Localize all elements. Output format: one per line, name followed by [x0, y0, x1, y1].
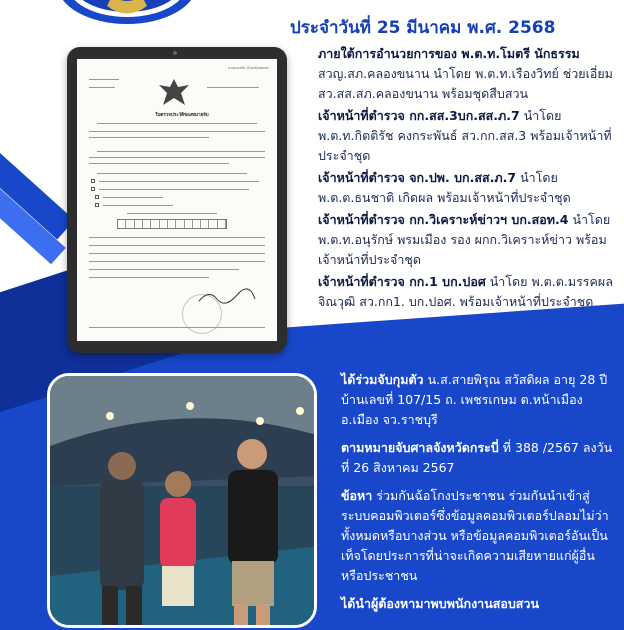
unit4-label: เจ้าหน้าที่ตำรวจ กก.1 บก.ปอศ	[318, 274, 486, 289]
signature	[197, 287, 257, 307]
arrest-text: น.ส.สายพิรุณ สวัสดิผล อายุ 28 ปี บ้านเลขที่ 107/15 ถ. เพชรเกษม ต.หน้าเมือง อ.เมือง จว.ราชบุรี	[341, 372, 608, 427]
command-label: ภายใต้การอำนวยการของ พ.ต.ท.โมตรี นักธรรม	[318, 46, 580, 61]
final-label: ได้นำผู้ต้องหามาพบพนักงานสอบสวน	[341, 596, 539, 611]
page-date-title: ประจำวันที่ 25 มีนาคม พ.ศ. 2568	[290, 18, 556, 38]
tablet-camera	[173, 51, 177, 55]
unit3-text: นำโดย พ.ต.ท.อนุรักษ์ พรมเมือง รอง ผกก.วิเคราะห์ข่าว พร้อมเจ้าหน้าที่ประจำชุด	[318, 212, 611, 267]
warrant-label: ตามหมายจับศาลจังหวัดกระบี่	[341, 440, 499, 455]
arrest-details	[341, 370, 617, 622]
unit2-label: เจ้าหน้าที่ตำรวจ จก.ปพ. บก.สส.ภ.7	[318, 170, 517, 185]
document-title: ใบตรวจประวัติของหมายจับ	[155, 113, 209, 118]
arrest-photo	[47, 373, 317, 628]
charge-label: ข้อหา	[341, 488, 373, 503]
charge-text: ร่วมกันฉ้อโกงประชาชน ร่วมกันนำเข้าสู่ระบบคอมพิวเตอร์ซึ่งข้อมูลคอมพิวเตอร์ปลอมไม่ว่าทั้งหมดหรือบางส่วน หรือข้อมูลคอมพิวเตอร์อันเป็นเท็จโดยประการที่น่าจะเกิดความเสียหายแก่ผู้อื่นหรือประชาชน	[341, 488, 609, 583]
id-number-grid	[117, 219, 227, 229]
police-seal-logo	[52, 0, 202, 26]
warrant-document	[77, 59, 277, 341]
unit3-label: เจ้าหน้าที่ตำรวจ กก.วิเคราะห์ข่าวฯ บก.สอท.4	[318, 212, 569, 227]
unit2-text: นำโดย พ.ต.ต.ธนชาติ เกิดผล พร้อมเจ้าหน้าที่ประจำชุด	[318, 170, 571, 205]
arrest-label: ได้ร่วมจับกุมตัว	[341, 372, 424, 387]
document-header: แบบกองกัน (ConScanner	[228, 66, 269, 70]
warrant-text: ที่ 388 /2567 ลงวันที่ 26 สิงหาคม 2567	[341, 440, 613, 475]
garuda-emblem-icon	[157, 77, 191, 107]
unit4-text: นำโดย พ.ต.ต.มรรคผล จิณวุฒิ สว.กก1. บก.ปอศ. พร้อมเจ้าหน้าที่ประจำชุด	[318, 274, 613, 309]
command-text: สวญ.สภ.คลองขนาน นำโดย พ.ต.ท.เรืองวิทย์ ช่วยเอี่ยม สว.สส.สภ.คลองขนาน พร้อมชุดสืบสวน	[318, 66, 613, 101]
tablet-device	[67, 47, 287, 353]
unit1-label: เจ้าหน้าที่ตำรวจ กก.สส.3บก.สส.ภ.7	[318, 108, 520, 123]
operation-details	[318, 44, 614, 314]
unit1-text: นำโดย พ.ต.ท.กิตติรัช คงกระพันธ์ สว.กก.สส.3 พร้อมเจ้าหน้าที่ประจำชุด	[318, 108, 612, 163]
